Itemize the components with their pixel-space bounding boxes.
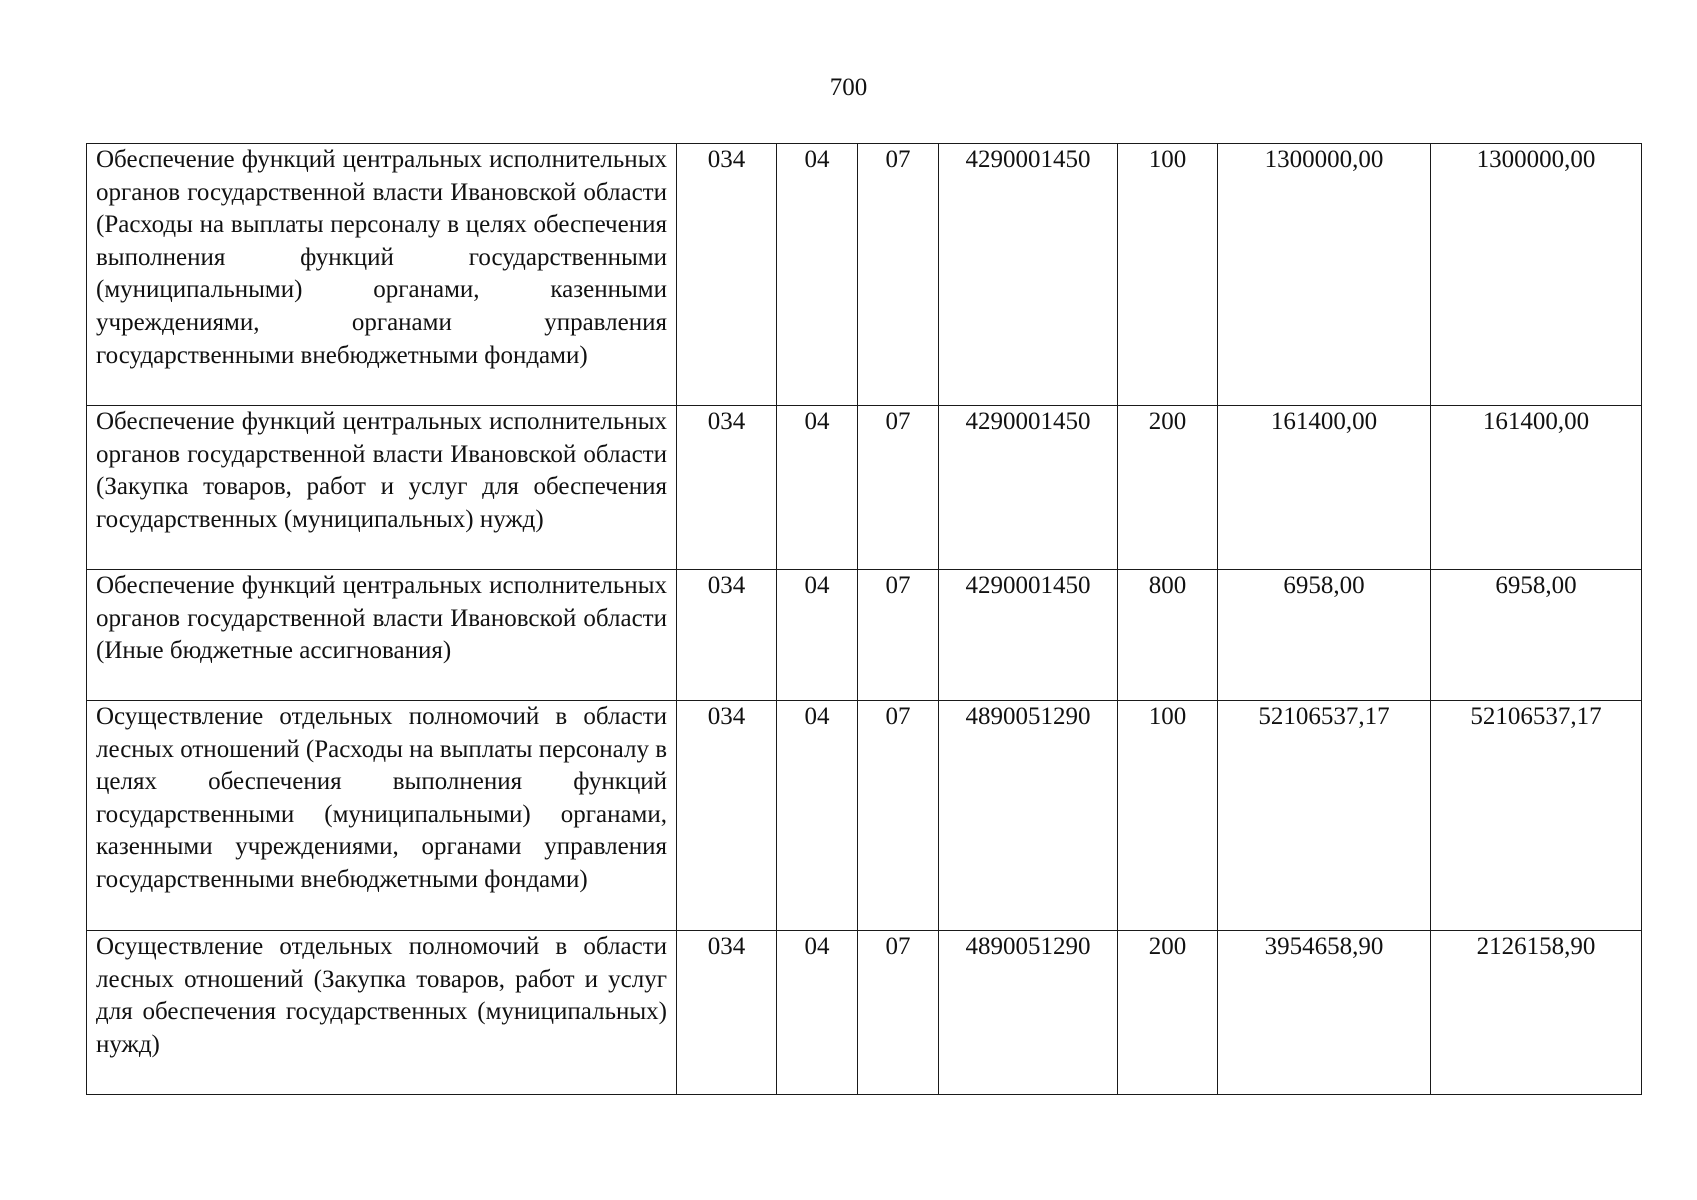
section-code: 04 (777, 144, 858, 406)
amount-year-2: 6958,00 (1431, 570, 1642, 701)
ministry-code: 034 (677, 701, 777, 931)
subsection-code: 07 (858, 570, 939, 701)
section-code: 04 (777, 406, 858, 570)
expense-type-code: 200 (1118, 931, 1218, 1095)
table-row (87, 701, 1642, 931)
subsection-code: 07 (858, 701, 939, 931)
expense-type-code: 100 (1118, 701, 1218, 931)
target-article-code: 4290001450 (939, 406, 1118, 570)
target-article-code: 4890051290 (939, 701, 1118, 931)
row-description: Осуществление отдельных полномочий в области лесных отношений (Расходы на выплаты персоналу в целях обеспечения выполнения функций государственными (муниципальными) органами, казенными учреждениями, органами управления государственными внебюджетными фондами) (87, 701, 677, 931)
ministry-code: 034 (677, 406, 777, 570)
table-row (87, 406, 1642, 570)
amount-year-2: 52106537,17 (1431, 701, 1642, 931)
page-number: 700 (829, 74, 868, 101)
amount-year-1: 6958,00 (1218, 570, 1431, 701)
section-code: 04 (777, 701, 858, 931)
subsection-code: 07 (858, 144, 939, 406)
row-description: Обеспечение функций центральных исполнительных органов государственной власти Ивановской области (Расходы на выплаты персоналу в целях обеспечения выполнения функций государственными (муниципальными) органами, казенными учреждениями, органами управления государственными внебюджетными фондами) (87, 144, 677, 406)
subsection-code: 07 (858, 931, 939, 1095)
expense-type-code: 800 (1118, 570, 1218, 701)
section-code: 04 (777, 931, 858, 1095)
amount-year-1: 161400,00 (1218, 406, 1431, 570)
budget-table (86, 143, 1642, 1095)
table-row (87, 931, 1642, 1095)
row-description: Осуществление отдельных полномочий в области лесных отношений (Закупка товаров, работ и услуг для обеспечения государственных (муниципальных) нужд) (87, 931, 677, 1095)
expense-type-code: 100 (1118, 144, 1218, 406)
ministry-code: 034 (677, 144, 777, 406)
target-article-code: 4890051290 (939, 931, 1118, 1095)
ministry-code: 034 (677, 931, 777, 1095)
row-description: Обеспечение функций центральных исполнительных органов государственной власти Ивановской области (Иные бюджетные ассигнования) (87, 570, 677, 701)
amount-year-2: 1300000,00 (1431, 144, 1642, 406)
amount-year-1: 52106537,17 (1218, 701, 1431, 931)
amount-year-2: 161400,00 (1431, 406, 1642, 570)
amount-year-2: 2126158,90 (1431, 931, 1642, 1095)
table-row (87, 144, 1642, 406)
subsection-code: 07 (858, 406, 939, 570)
table-row (87, 570, 1642, 701)
row-description: Обеспечение функций центральных исполнительных органов государственной власти Ивановской области (Закупка товаров, работ и услуг для обеспечения государственных (муниципальных) нужд) (87, 406, 677, 570)
ministry-code: 034 (677, 570, 777, 701)
section-code: 04 (777, 570, 858, 701)
amount-year-1: 3954658,90 (1218, 931, 1431, 1095)
target-article-code: 4290001450 (939, 570, 1118, 701)
amount-year-1: 1300000,00 (1218, 144, 1431, 406)
expense-type-code: 200 (1118, 406, 1218, 570)
target-article-code: 4290001450 (939, 144, 1118, 406)
